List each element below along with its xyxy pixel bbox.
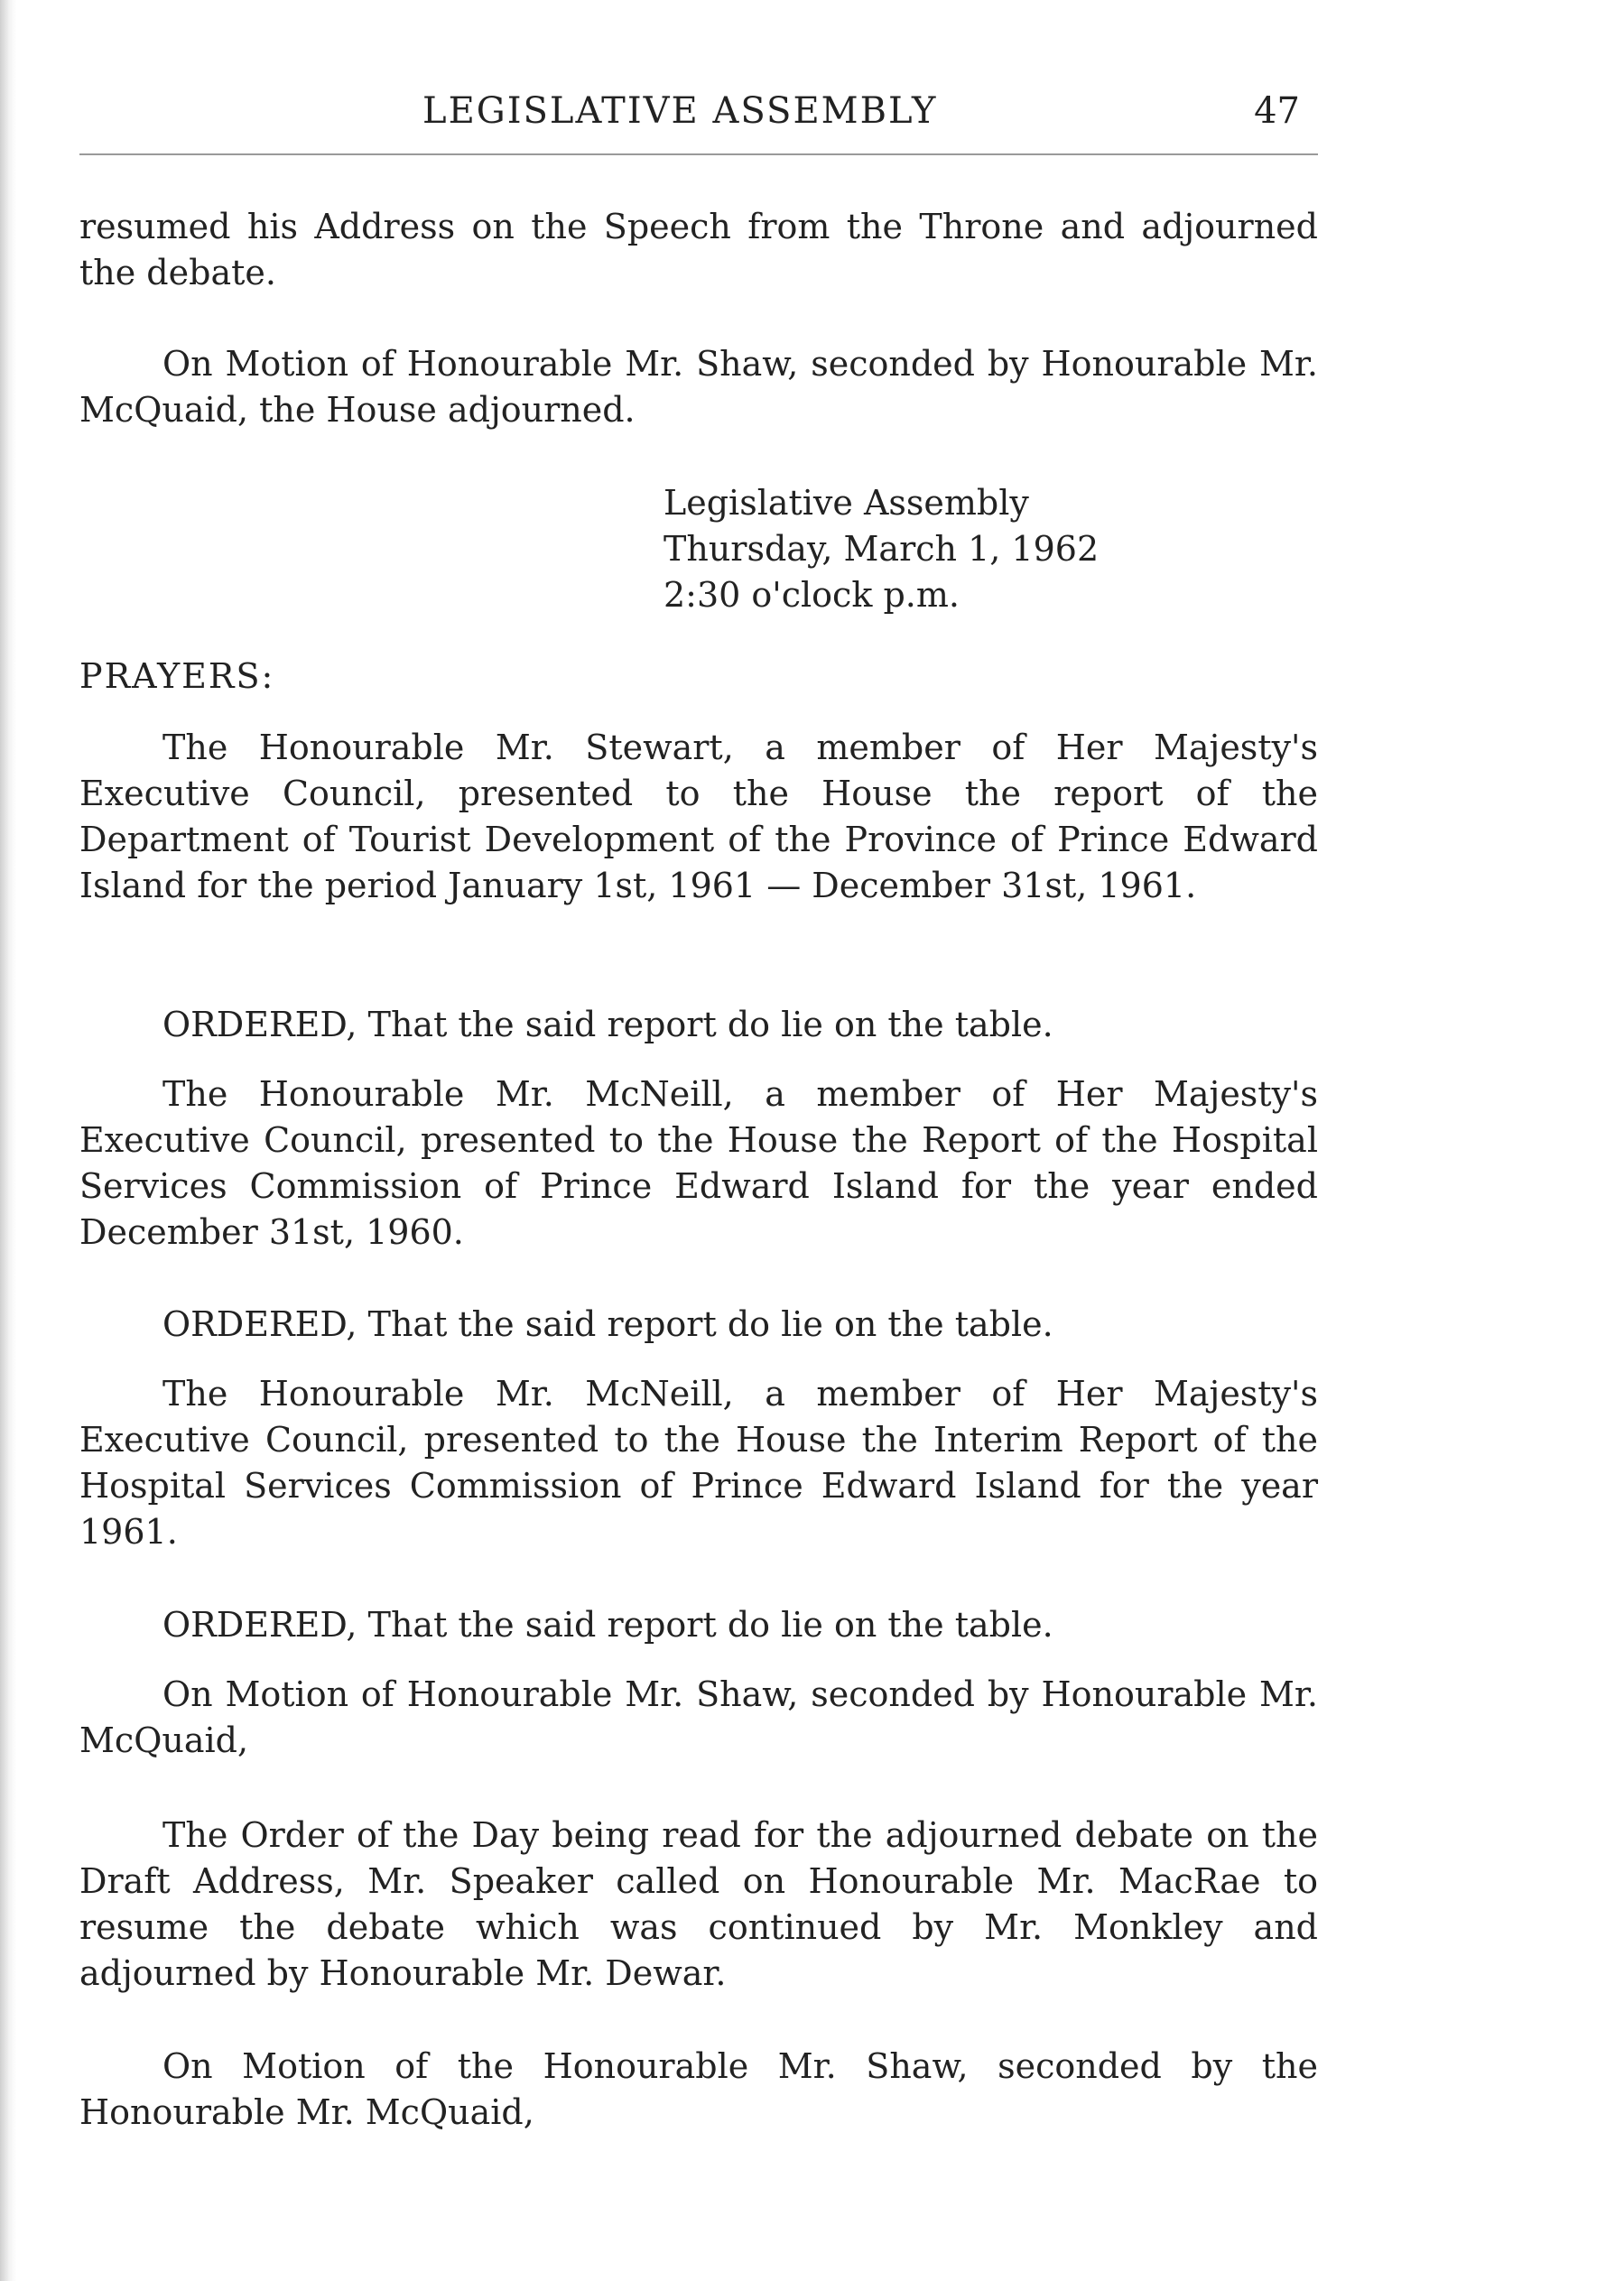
session-dateline [664, 480, 1099, 618]
paragraph-motion-3: On Motion of the Honourable Mr. Shaw, seconded by the Honourable Mr. McQuaid, [79, 2046, 1318, 2132]
paragraph-hospital-report: The Honourable Mr. McNeill, a member of Her Majesty's Executive Council, presented to the House the Report of the Hospital Services Commission of Prince Edward Island for the year ended December 31st, 1960. [79, 1074, 1318, 1252]
dateline-assembly: Legislative Assembly [664, 483, 1029, 523]
paragraph-ordered-2: ORDERED, That the said report do lie on the table. [162, 1304, 1053, 1344]
page-edge-shadow [0, 0, 16, 2281]
paragraph-interim-report: The Honourable Mr. McNeill, a member of Her Majesty's Executive Council, presented to the House the Interim Report of the Hospital Services Commission of Prince Edward Island for the year 1961. [79, 1374, 1318, 1552]
paragraph-motion-2: On Motion of Honourable Mr. Shaw, seconded by Honourable Mr. McQuaid, [79, 1674, 1318, 1760]
paragraph-continuation: resumed his Address on the Speech from the Throne and adjourned the debate. [79, 207, 1318, 292]
paragraph-order-of-day: The Order of the Day being read for the adjourned debate on the Draft Address, Mr. Speaker called on Honourable Mr. MacRae to resume the debate which was continued by Mr. Monkley and adjourned by Honourable Mr. Dewar. [79, 1815, 1318, 1993]
paragraph-ordered-1: ORDERED, That the said report do lie on the table. [162, 1005, 1053, 1044]
header-title: LEGISLATIVE ASSEMBLY [422, 90, 938, 132]
prayers-heading: PRAYERS: [79, 656, 275, 696]
dateline-time: 2:30 o'clock p.m. [664, 575, 960, 615]
paragraph-ordered-3: ORDERED, That the said report do lie on the table. [162, 1605, 1053, 1645]
paragraph-adjournment-motion: On Motion of Honourable Mr. Shaw, seconded by Honourable Mr. McQuaid, the House adjourned. [79, 344, 1318, 430]
header-rule [79, 153, 1318, 155]
paragraph-tourist-report: The Honourable Mr. Stewart, a member of Her Majesty's Executive Council, presented to the House the report of the Department of Tourist Development of the Province of Prince Edward Island for the period January 1st, 1961 — December 31st, 1961. [79, 728, 1318, 905]
running-header [79, 90, 1318, 144]
page-number: 47 [1254, 90, 1300, 132]
dateline-date: Thursday, March 1, 1962 [664, 529, 1100, 569]
